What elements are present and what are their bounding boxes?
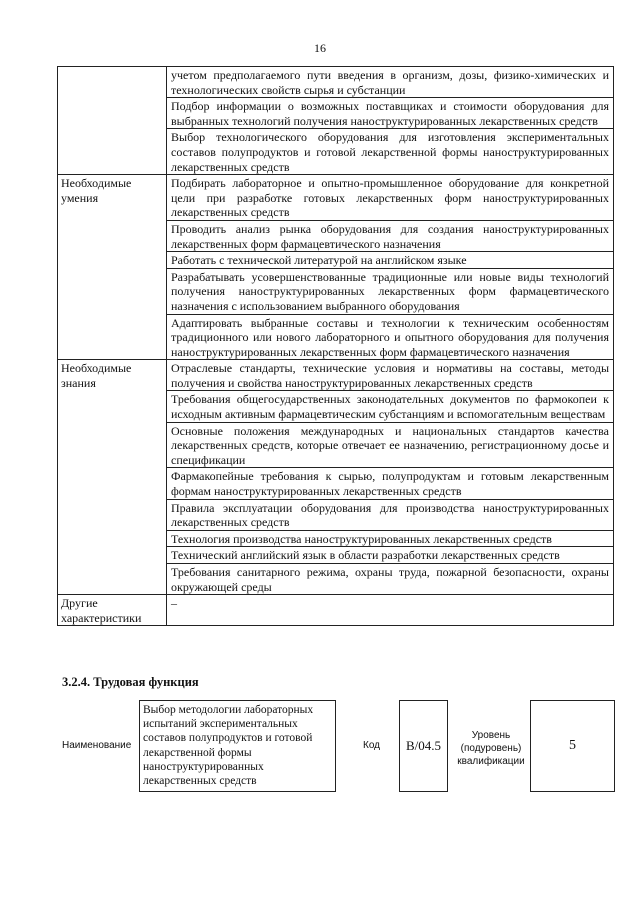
requirement-cell: Адаптировать выбранные составы и технологии к техническим особенностям традиционного или нового лабораторного и опытного оборудования для получения наноструктурированных лекарственных форм фармацевтического назначения [167, 314, 614, 360]
requirement-cell: Требования санитарного режима, охраны труда, пожарной безопасности, охраны окружающей среды [167, 564, 614, 595]
requirement-cell: Подбирать лабораторное и опытно-промышленное оборудование для конкретной цели при разработке готовых лекарственных форм наноструктурированных лекарственных средств [167, 175, 614, 221]
name-value-box: Выбор методологии лабораторных испытаний экспериментальных составов полупродуктов и готовой лекарственной формы наноструктурированных лекарственных средств [139, 700, 336, 792]
category-other: Другие характеристики [58, 595, 167, 626]
labor-function-block [0, 700, 640, 792]
requirements-table [57, 66, 614, 626]
requirement-cell: Фармакопейные требования к сырью, полупродуктам и готовым лекарственным формам наноструктурированных лекарственных средств [167, 468, 614, 499]
category-skills: Необходимые умения [58, 175, 167, 360]
requirement-cell: Работать с технической литературой на английском языке [167, 252, 614, 269]
level-value-box: 5 [530, 700, 615, 792]
table-row [58, 67, 614, 98]
category-knowledge: Необходимые знания [58, 360, 167, 595]
requirement-cell: Разрабатывать усовершенствованные традиционные или новые виды технологий получения наноструктурированных лекарственных форм фармацевтического назначения с использованием выбранного оборудования [167, 268, 614, 314]
requirement-cell: Правила эксплуатации оборудования для производства наноструктурированных лекарственных средств [167, 499, 614, 530]
section-heading: 3.2.4. Трудовая функция [62, 675, 199, 689]
level-label: Уровень (подуровень) квалификации [457, 730, 525, 767]
code-label: Код [363, 740, 381, 751]
category-cell [58, 67, 167, 175]
requirement-cell: Технический английский язык в области разработки лекарственных средств [167, 547, 614, 564]
table-row [58, 595, 614, 626]
page-number: 16 [314, 41, 326, 55]
code-value-box: В/04.5 [399, 700, 448, 792]
table-row [58, 360, 614, 391]
requirement-cell: Основные положения международных и национальных стандартов качества лекарственных средств, которые отвечает ее назначению, регистрационному досье и спецификации [167, 422, 614, 468]
table-row [58, 175, 614, 221]
requirement-cell: Проводить анализ рынка оборудования для создания наноструктурированных лекарственных форм фармацевтического назначения [167, 220, 614, 251]
name-label: Наименование [62, 740, 132, 751]
requirement-cell: Выбор технологического оборудования для изготовления экспериментальных составов полупродуктов и готовой лекарственной формы наноструктурированных лекарственных средств [167, 129, 614, 175]
requirement-cell: Отраслевые стандарты, технические условия и нормативы на составы, методы получения и свойства наноструктурированных лекарственных средств [167, 360, 614, 391]
requirement-cell: – [167, 595, 614, 626]
requirement-cell: Технология производства наноструктурированных лекарственных средств [167, 530, 614, 547]
requirement-cell: Подбор информации о возможных поставщиках и стоимости оборудования для выбранных технологий получения наноструктурированных лекарственных средств [167, 98, 614, 129]
requirement-cell: учетом предполагаемого пути введения в организм, дозы, физико-химических и технологических свойств сырья и субстанции [167, 67, 614, 98]
requirement-cell: Требования общегосударственных законодательных документов по фармокопеи к исходным активным фармацевтическим субстанциям и вспомогательным веществам [167, 391, 614, 422]
